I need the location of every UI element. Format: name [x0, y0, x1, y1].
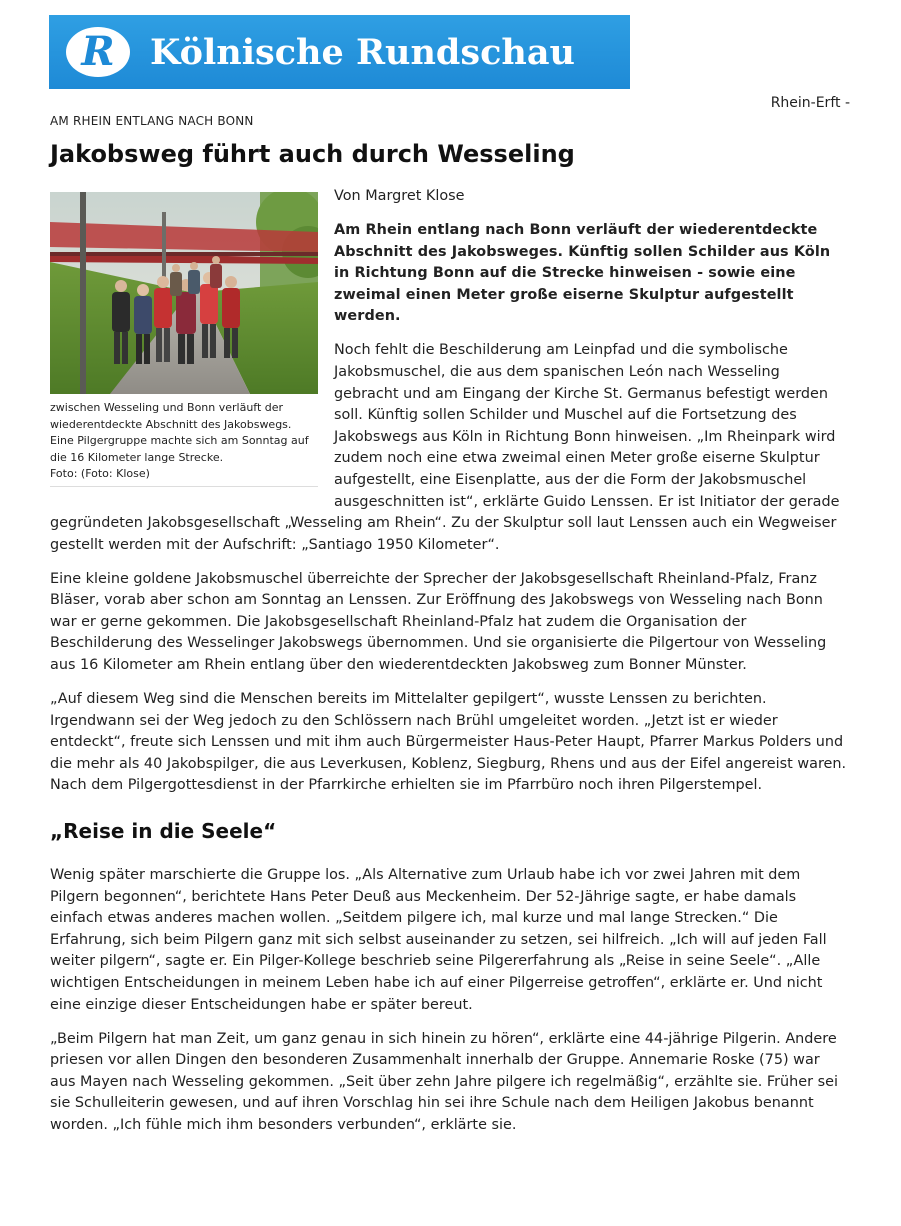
- photo-credit: Foto: (Foto: Klose): [50, 467, 150, 480]
- pilgrim-group-photo: [50, 192, 318, 394]
- article-paragraph: „Beim Pilgern hat man Zeit, um ganz genau in sich hinein zu hören“, erklärte eine 44-jährige Pilgerin. Andere priesen vor allen Dingen den besonderen Zusammenhalt innerhalb der Gruppe. Annemarie Roske (75) war aus Mayen nach Wesseling gekommen. „Seit über zehn Jahre pilgere ich regelmäßig“, erzählte sie. Früher sei sie Schulleiterin gewesen, und auf ihren Vorschlag hin sei ihre Schule nach dem Heiligen Jakobus benannt worden. „Ich fühle mich ihm besonders verbunden“, erklärte sie.: [50, 1030, 838, 1133]
- author-byline: Von Margret Klose: [334, 188, 465, 204]
- article-paragraph: „Auf diesem Weg sind die Menschen bereits im Mittelalter gepilgert“, wusste Lenssen zu berichten. Irgendwann sei der Weg jedoch zu den Schlössern nach Brühl umgeleitet worden. „Jetzt ist er wieder entdeckt“, freute sich Lenssen und mit ihm auch Bürgermeister Haus-Peter Haupt, Pfarrer Markus Polders und die mehr als 40 Jakobspilger, die aus Leverkusen, Koblenz, Siegburg, Rhens und aus der Eifel angereist waren. Nach dem Pilgergottesdienst in der Pfarrkirche erhielten sie im Pfarrbüro noch ihren Pilgerstempel.: [50, 691, 847, 794]
- article-paragraph: Noch fehlt die Beschilderung am Leinpfad und die symbolische Jakobsmuschel, die aus dem spanischen León nach Wesseling gebracht und am Eingang der Kirche St. Germanus befestigt werden soll. Künftig sollen Schilder und Muschel auf die Fortsetzung des Jakobswegs aus Köln in Richtung Bonn hinweisen. „Im Rheinpark wird zudem noch eine etwa zweimal einen Meter große eiserne Skulptur aufgestellt, eine Eisenplatte, aus der die Form der Jakobsmuschel ausgeschnitten ist“, erklärte Guido Lenssen. Er ist Initiator der gerade gegründeten Jakobsgesellschaft „Wesseling am Rhein“. Zu der Skulptur soll laut Lenssen auch ein Wegweiser gestellt werden mit der Aufschrift: „Santiago 1950 Kilometer“.: [50, 342, 840, 553]
- photo-caption: zwischen Wesseling und Bonn verläuft der wiederentdeckte Abschnitt des Jakobswegs. Eine Pilgergruppe machte sich am Sonntag auf die 16 Kilometer lange Strecke.: [50, 401, 309, 464]
- article-kicker: AM RHEIN ENTLANG NACH BONN: [50, 114, 254, 128]
- article-body: [50, 186, 847, 1149]
- article-headline: Jakobsweg führt auch durch Wesseling: [50, 140, 575, 168]
- article-figure: [50, 192, 318, 487]
- article-paragraph: Eine kleine goldene Jakobsmuschel überreichte der Sprecher der Jakobsgesellschaft Rheinland-Pfalz, Franz Bläser, vorab aber schon am Sonntag an Lenssen. Zur Eröffnung des Jakobswegs von Wesseling nach Bonn war er gerne gekommen. Die Jakobsgesellschaft Rheinland-Pfalz hat zudem die Organisation der Beschilderung des Wesselinger Jakobswegs übernommen. Und sie organisierte die Pilgertour von Wesseling aus 16 Kilometer am Rhein entlang über den wiederentdeckten Jakobsweg zum Bonner Münster.: [50, 570, 827, 674]
- logo-badge-icon: R: [66, 27, 130, 77]
- article-subheading: „Reise in die Seele“: [50, 819, 277, 843]
- logo-wordmark: Kölnische Rundschau: [150, 31, 575, 73]
- region-breadcrumb[interactable]: Rhein-Erft -: [770, 95, 850, 111]
- masthead-logo[interactable]: [49, 15, 630, 89]
- article-paragraph: Wenig später marschierte die Gruppe los. „Als Alternative zum Urlaub habe ich vor zwei Jahren mit dem Pilgern begonnen“, berichtete Hans Peter Deuß aus Meckenheim. Der 52-Jährige sagte, er habe damals einfach etwas anderes machen wollen. „Seitdem pilgere ich, mal kurze und mal lange Strecken.“ Die Erfahrung, sich beim Pilgern ganz mit sich selbst auseinander zu setzen, sei hilfreich. „Ich will auf jeden Fall weiter pilgern“, sagte er. Ein Pilger-Kollege beschrieb seine Pilgererfahrung als „Reise in seine Seele“. „Alle wichtigen Entscheidungen in meinem Leben habe ich auf einer Pilgerreise getroffen“, erklärte er. Und nicht eine einzige dieser Entscheidungen habe er später bereut.: [50, 867, 827, 1013]
- article-lead: Am Rhein entlang nach Bonn verläuft der wiederentdeckte Abschnitt des Jakobsweges. Künftig sollen Schilder aus Köln in Richtung Bonn auf die Strecke hinweisen - sowie eine zweimal einen Meter große eiserne Skulptur aufgestellt werden.: [334, 221, 831, 325]
